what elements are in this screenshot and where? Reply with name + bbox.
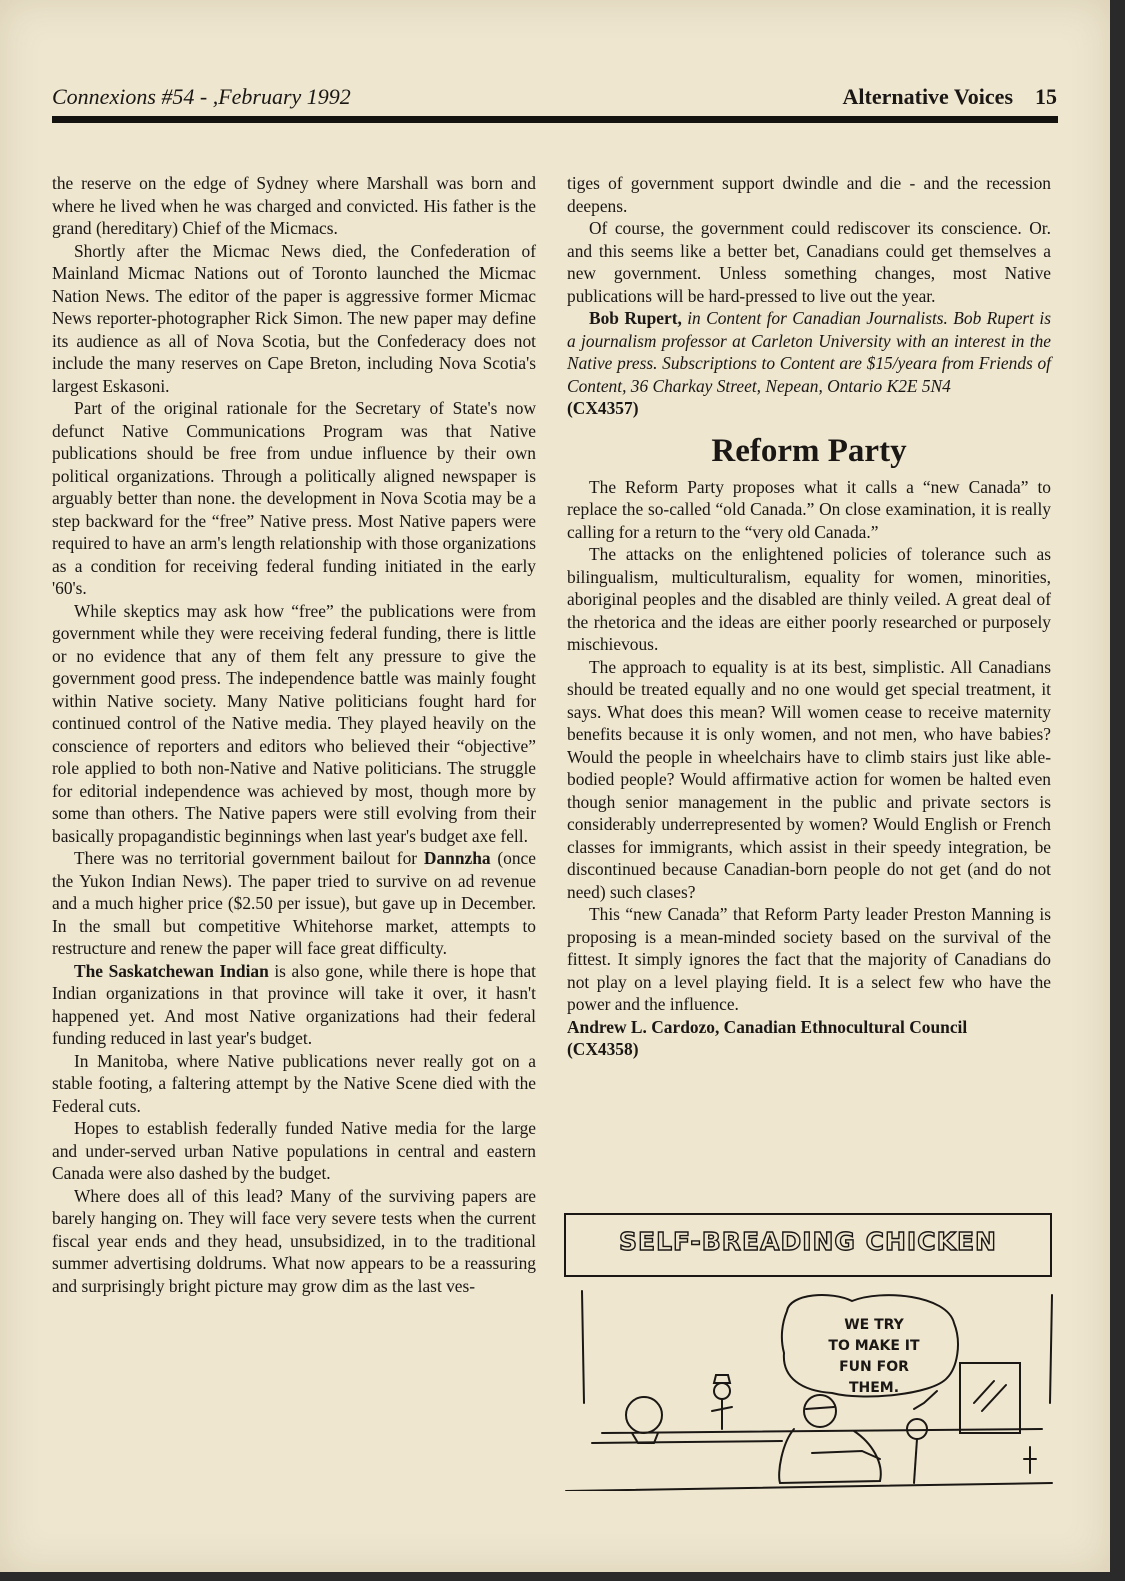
credit-author: Bob Rupert, — [589, 308, 682, 328]
cartoon-title: SELF-BREADING CHICKEN — [619, 1227, 997, 1256]
customer-body — [779, 1429, 881, 1483]
paragraph: The approach to equality is at its best, simplistic. All Canadians should be treated equally and no one would get special treatment, it says. What does this mean? Will women cease to receive maternity benefits because it is only women, and not men, who have babies? Would the people in wheelchairs have to climb stairs just like able-bodied people? Would affirmative action for women be halted even though senior management in the public and private sectors is considerably underrepresented by women? Would English or French classes for immigrants, which assist in their speedy integration, be discontinued because Canadian-born people do not get (and do not need) such clases? — [567, 656, 1051, 902]
header-rule — [52, 116, 1058, 123]
article-code: (CX4358) — [567, 1039, 639, 1059]
chef-head — [714, 1383, 730, 1399]
paragraph: Where does all of this lead? Many of the surviving papers are barely hanging on. They will face very severe tests when the current fiscal year ends and they head, unsubsidized, in to the traditional summer advertising doldrums. What now appears to be a reassuring and surprisingly bright picture may grow dim as the last ves- — [52, 1185, 536, 1296]
panel-right-edge — [1050, 1295, 1052, 1403]
paragraph: Of course, the government could rediscover its conscience. Or. and this seems like a better bet, Canadians could get themselves a new government. Unless something changes, most Native publications will be hard-pressed to live out the year. — [567, 218, 1051, 306]
speech-bubble-text: WE TRY TO MAKE IT FUN FOR THEM. — [828, 1317, 920, 1396]
cartoon — [562, 1213, 1056, 1491]
paragraph: the reserve on the edge of Sydney where Marshall was born and where he lived when he was charged and convicted. His father is the grand (hereditary) Chief of the Micmacs. — [52, 173, 536, 238]
paragraph: tiges of government support dwindle and die - and the recession deepens. — [567, 173, 1051, 216]
section-title — [843, 84, 1057, 110]
counter-front — [592, 1441, 782, 1443]
paragraph: While skeptics may ask how “free” the publications were from government while they were receiving federal funding, there is little or no evidence that any of them felt any pressure to give the government good press. The independence battle was mainly fought within Native society. Many Native politicians fought hard for continued control of the Native media. They played heavily on the conscience of reporters and editors who believed their “objective” role applied to both non-Native and Native politicians. The struggle for editorial independence was achieved by most, though more by some than others. The Native papers were still evolving from their basically propagandistic beginnings when last year's budget axe fell. — [52, 600, 536, 846]
paragraph: The Reform Party proposes what it calls a “new Canada” to replace the so-called “old Canada.” On close examination, it is really calling for a return to the “very old Canada.” — [567, 476, 1051, 542]
publication-name: The Saskatchewan Indian — [74, 960, 269, 981]
article-code: (CX4357) — [567, 398, 639, 418]
publication-info: Connexions #54 - ,February 1992 — [52, 84, 351, 109]
customer-arm — [812, 1451, 880, 1459]
window — [960, 1363, 1020, 1433]
article-credit: Bob Rupert, in Content for Canadian Journalists. Bob Rupert is a journalism professor at Carleton University with an interest in the Native press. Subscriptions to Content are $15/yeara from Friends of Content, 36 Charkay Street, Nepean, Ontario K2E 5N4 — [567, 308, 1051, 396]
section-name: Alternative Voices — [842, 84, 1013, 109]
paragraph-dannzha: There was no territorial government bailout for Dannzha (once the Yukon Indian News). The paper tried to survive on ad revenue and a much higher price ($2.50 per issue), but gave up in December. In the small but competitive Whitehorse market, attempts to restructure and renew the paper will face great difficulty. — [52, 848, 536, 958]
paragraph-saskatchewan: The Saskatchewan Indian is also gone, while there is hope that Indian organizations in that province will take it over, it hasn't happened yet. And most Native organizations had their federal funding reduced in last year's budget. — [52, 960, 537, 1048]
cartoon-title-box — [564, 1213, 1052, 1277]
paragraph: Hopes to establish federally funded Native media for the large and under-served urban Native populations in central and eastern Canada were also dashed by the budget. — [52, 1118, 536, 1183]
child-head — [907, 1419, 927, 1439]
chef-body — [712, 1399, 732, 1429]
paragraph: In Manitoba, where Native publications never really got on a stable footing, a faltering attempt by the Native Scene died with the Federal cuts. — [52, 1050, 536, 1116]
article-heading: Reform Party — [711, 432, 907, 469]
page-header — [52, 84, 1057, 118]
panel-bottom-edge — [566, 1483, 1052, 1491]
chef-hat — [714, 1375, 730, 1383]
customer-glasses — [806, 1407, 834, 1409]
left-column — [52, 172, 536, 1297]
window-glare — [974, 1381, 1006, 1411]
paragraph: Part of the original rationale for the Secretary of State's now defunct Native Communications Program was that Native publications should be free from undue influence by their own political organizations. Through a politically aligned newspaper is arguably better than none. the development in Nova Scotia may be a step backward for the “free” Native press. Most Native papers were required to have an arm's length relationship with those organizations as a condition for receiving federal funding initiated in the early '60's. — [52, 398, 536, 598]
publication-name: Dannzha — [423, 848, 491, 868]
paragraph: Shortly after the Micmac News died, the Confederation of Mainland Micmac Nations out of Toronto launched the Micmac Nation News. The editor of the paper is aggressive former Micmac News reporter-photographer Rick Simon. The new paper may define its audience as all of Nova Scotia, but the Confederacy does not include the many reserves on Cape Breton, including Nova Scotia's largest Eskasoni. — [52, 240, 536, 396]
paragraph: This “new Canada” that Reform Party leader Preston Manning is proposing is a mean-minded society based on the survival of the fittest. It simply ignores the fact that the majority of Canadians do not play on a level playing field. It is a select few who have the power and the influence. — [567, 904, 1051, 1014]
right-column — [567, 172, 1051, 1061]
child-body — [914, 1439, 917, 1483]
panel-left-edge — [582, 1291, 584, 1403]
customer-head — [804, 1395, 836, 1427]
article-signature: Andrew L. Cardozo, Canadian Ethnocultural Council — [567, 1016, 968, 1037]
sign-post — [1024, 1447, 1036, 1473]
paragraph: The attacks on the enlightened policies of tolerance such as bilingualism, multiculturalism, equality for women, minorities, aboriginal peoples and the disabled are thinly veiled. A great deal of the rhetorica and the ideas are either poorly researched or purposely mischievous. — [567, 544, 1051, 654]
plant-leaves — [626, 1397, 662, 1433]
page-number: 15 — [1035, 84, 1057, 109]
